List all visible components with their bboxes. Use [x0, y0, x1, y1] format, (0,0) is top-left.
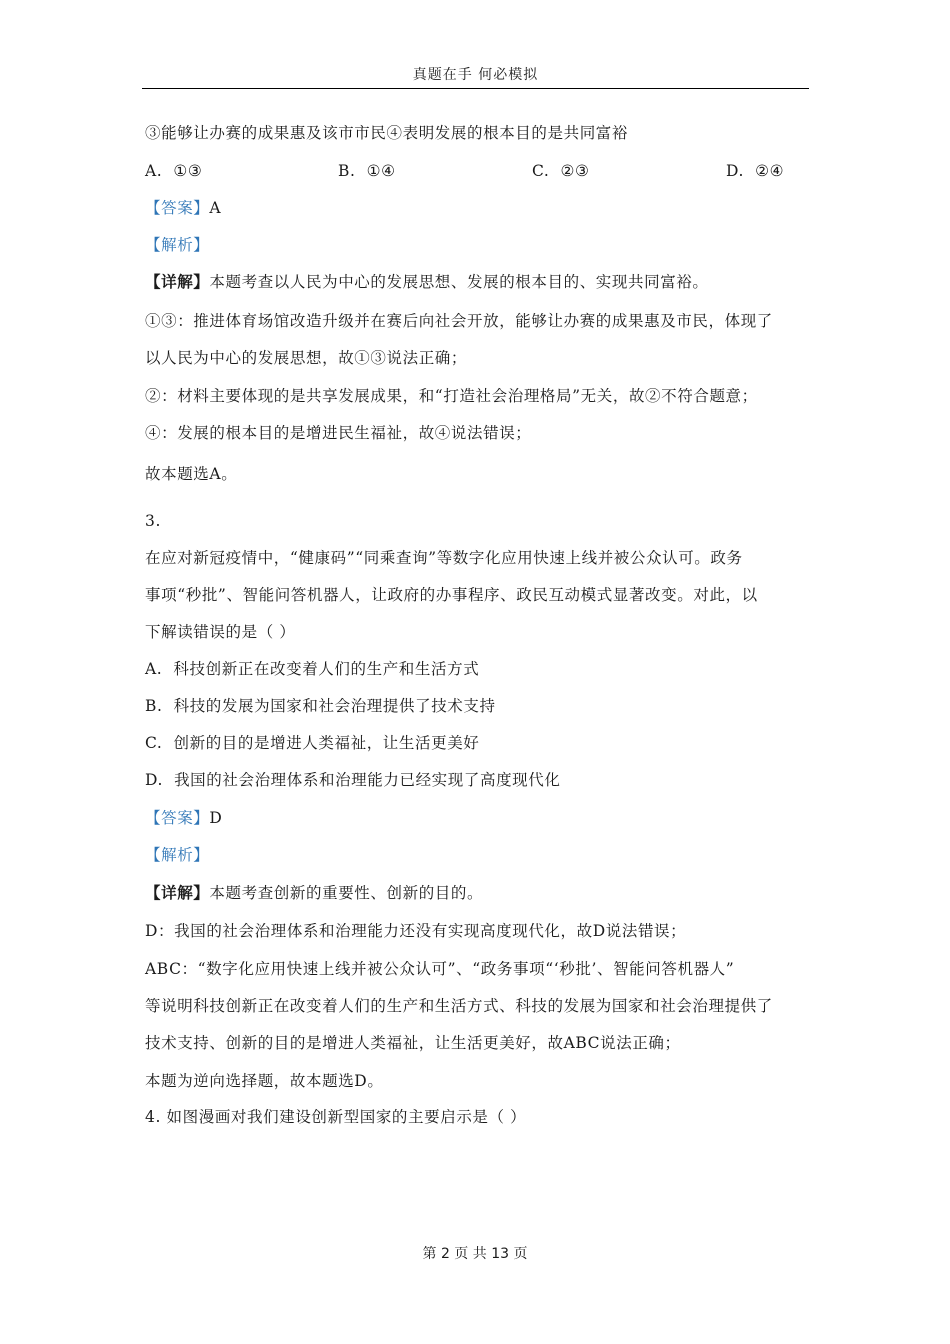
- q3-detail-line: 技术支持、创新的目的是增进人类福祉，让生活更美好，故ABC说法正确；: [145, 1034, 681, 1052]
- q2-answer: [145, 197, 221, 219]
- q3-number: 3.: [145, 512, 161, 530]
- q2-detail-line: 以人民为中心的发展思想，故①③说法正确；: [145, 349, 468, 367]
- q3-stem-line: 在应对新冠疫情中，“健康码”“同乘查询”等数字化应用快速上线并被公众认可。政务: [145, 549, 743, 567]
- q2-choice-d: D. ②④: [726, 162, 785, 180]
- q3-detail-line: D：我国的社会治理体系和治理能力还没有实现高度现代化，故D说法错误；: [145, 922, 687, 940]
- answer-tag: 【答案】: [145, 809, 210, 827]
- page-footer: 第 2 页 共 13 页: [422, 1246, 528, 1262]
- q3-option-a: A. 科技创新正在改变着人们的生产和生活方式: [145, 660, 480, 678]
- q3-conclusion: 本题为逆向选择题，故本题选D。: [145, 1072, 384, 1090]
- detail-tag: 【详解】: [145, 883, 210, 902]
- q3-stem-line: 下解读错误的是（ ）: [145, 623, 296, 641]
- q2-detail-line: ④：发展的根本目的是增进民生福祉，故④说法错误；: [145, 424, 532, 442]
- q3-detail-line: ABC：“数字化应用快速上线并被公众认可”、“政务事项“‘秒批’、智能问答机器人”: [145, 960, 735, 978]
- q2-detail-line: ①③：推进体育场馆改造升级并在赛后向社会开放，能够让办赛的成果惠及市民，体现了: [145, 312, 773, 330]
- detail-tag: 【详解】: [145, 272, 210, 291]
- q3-analysis-tag: 【解析】: [145, 846, 210, 864]
- q2-option-line: ③能够让办赛的成果惠及该市市民④表明发展的根本目的是共同富裕: [145, 124, 629, 142]
- q2-detail-line: 【详解】本题考查以人民为中心的发展思想、发展的根本目的、实现共同富裕。: [145, 272, 709, 291]
- q3-option-c: C. 创新的目的是增进人类福祉，让生活更美好: [145, 734, 480, 752]
- q2-conclusion: 故本题选A。: [145, 465, 238, 483]
- q3-option-b: B. 科技的发展为国家和社会治理提供了技术支持: [145, 697, 496, 715]
- q3-option-d: D. 我国的社会治理体系和治理能力已经实现了高度现代化: [145, 771, 561, 789]
- q3-answer: [145, 807, 222, 829]
- answer-value: A: [209, 199, 222, 217]
- q3-stem-line: 事项“秒批”、智能问答机器人，让政府的办事程序、政民互动模式显著改变。对此，以: [145, 586, 758, 604]
- q2-choice-b: B. ①④: [338, 162, 396, 180]
- q3-detail-line: 【详解】本题考查创新的重要性、创新的目的。: [145, 883, 484, 902]
- q3-detail-line: 等说明科技创新正在改变着人们的生产和生活方式、科技的发展为国家和社会治理提供了: [145, 997, 773, 1015]
- q2-analysis-tag: 【解析】: [145, 236, 210, 254]
- q4-stem: 4. 如图漫画对我们建设创新型国家的主要启示是（ ）: [145, 1108, 527, 1126]
- q2-choice-c: C. ②③: [532, 162, 590, 180]
- page-header: 真题在手 何必模拟: [412, 67, 539, 83]
- answer-tag: 【答案】: [145, 199, 210, 217]
- q2-choice-a: A. ①③: [145, 162, 203, 180]
- answer-value: D: [209, 809, 223, 827]
- q2-detail-line: ②：材料主要体现的是共享发展成果，和“打造社会治理格局”无关，故②不符合题意；: [145, 387, 758, 405]
